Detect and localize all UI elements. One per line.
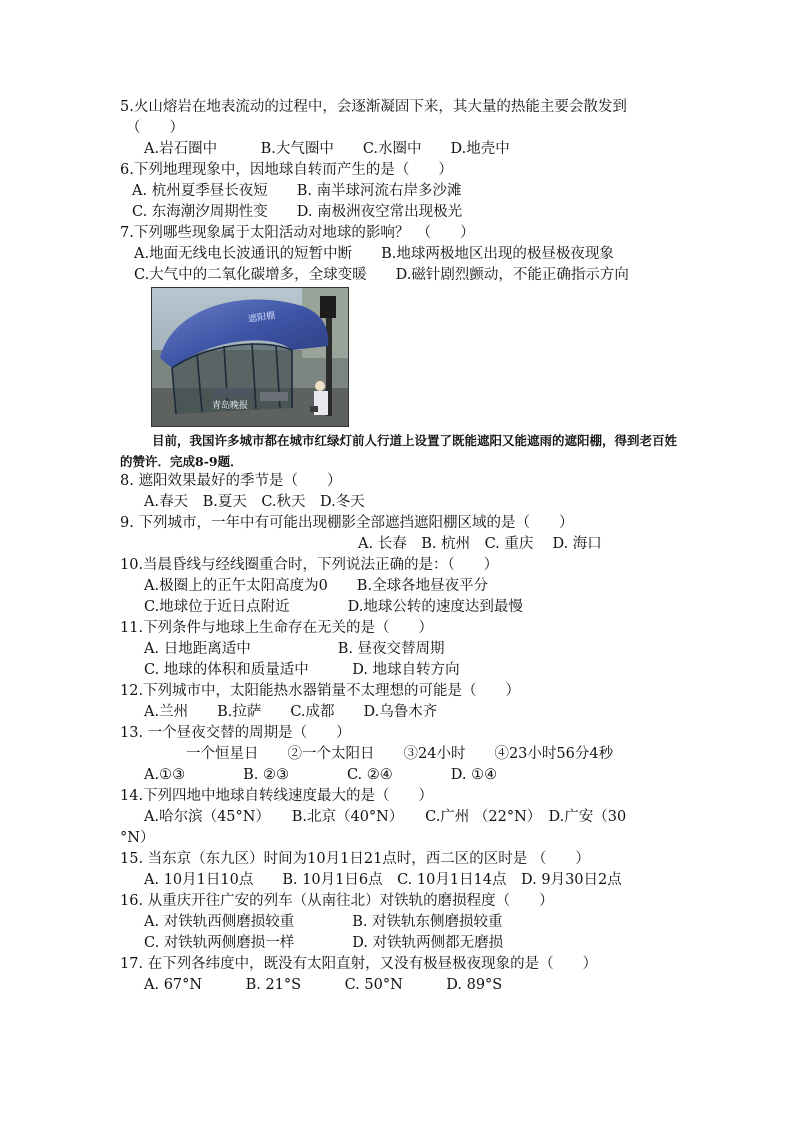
q14-options-wrap: °N） [120,830,155,846]
q6-stem: 6.下列地理现象中，因地球自转而产生的是（ ） [120,162,453,178]
q5-stem: 5.火山熔岩在地表流动的过程中，会逐渐凝固下来，其大量的热能主要会散发到 [120,99,627,115]
q11-options-ab: A. 日地距离适中 B. 昼夜交替周期 [144,641,445,657]
q11-stem: 11.下列条件与地球上生命存在无关的是（ ） [120,620,434,636]
q14-options: A.哈尔滨（45°N） B.北京（40°N） C.广州 （22°N） D.广安（30 [144,809,627,825]
q10-options-ab: A.极圈上的正午太阳高度为0 B.全球各地昼夜平分 [144,578,489,594]
q16-stem: 16. 从重庆开往广安的列车（从南往北）对铁轨的磨损程度（ ） [120,893,554,909]
q6-options-cd: C. 东海潮汐周期性变 D. 南极洲夜空常出现极光 [132,204,463,220]
q16-options-cd: C. 对铁轨两侧磨损一样 D. 对铁轨两侧都无磨损 [144,935,504,951]
q15-options: A. 10月1日10点 B. 10月1日6点 C. 10月1日14点 D. 9月30日2点 [144,872,622,888]
q8-stem: 8. 遮阳效果最好的季节是（ ） [120,473,342,489]
canopy-text: 遮阳棚 [247,311,276,325]
q16-options-ab: A. 对铁轨西侧磨损较重 B. 对铁轨东侧磨损较重 [144,914,503,930]
q10-options-cd: C.地球位于近日点附近 D.地球公转的速度达到最慢 [144,599,523,615]
q6-options-ab: A. 杭州夏季昼长夜短 B. 南半球河流右岸多沙滩 [132,183,462,199]
q5-bracket: （ ） [126,120,184,136]
q10-stem: 10.当晨昏线与经线圈重合时，下列说法正确的是：（ ） [120,557,499,573]
figure-caption: 目前，我国许多城市都在城市红绿灯前人行道上设置了既能遮阳又能遮雨的遮阳棚，得到老百姓的赞许．完成8-9题． [120,433,678,469]
q13-choices: 一个恒星日 ②一个太阳日 ③24小时 ④23小时56分4秒 [186,746,614,762]
q14-stem: 14.下列四地中地球自转线速度最大的是（ ） [120,788,434,804]
q9-stem: 9. 下列城市，一年中有可能出现棚影全部遮挡遮阳棚区域的是（ ） [120,515,574,531]
sunshade-photo-illustration [152,288,349,427]
q12-stem: 12.下列城市中，太阳能热水器销量不太理想的可能是（ ） [120,683,521,699]
q11-options-cd: C. 地球的体积和质量适中 D. 地球自转方向 [144,662,460,678]
photo-watermark: 青岛晚报 [212,401,249,411]
q9-options: A. 长春 B. 杭州 C. 重庆 D. 海口 [358,536,602,552]
q8-options: A.春天 B.夏天 C.秋天 D.冬天 [144,494,365,510]
q15-stem: 15. 当东京（东九区）时间为10月1日21点时，西二区的区时是 （ ） [120,851,590,867]
q13-options: A.①③ B. ②③ C. ②④ D. ①④ [144,767,498,783]
q7-stem: 7.下列哪些现象属于太阳活动对地球的影响？ （ ） [120,225,475,241]
q13-stem: 13. 一个昼夜交替的周期是（ ） [120,725,351,741]
sunshade-photo [151,287,349,427]
q7-options-ab: A.地面无线电长波通讯的短暂中断 B.地球两极地区出现的极昼极夜现象 [134,246,614,262]
q17-options: A. 67°N B. 21°S C. 50°N D. 89°S [144,977,503,993]
q5-options: A.岩石圈中 B.大气圈中 C.水圈中 D.地壳中 [144,141,510,157]
q12-options: A.兰州 B.拉萨 C.成都 D.乌鲁木齐 [144,704,438,720]
q17-stem: 17. 在下列各纬度中，既没有太阳直射，又没有极昼极夜现象的是（ ） [120,956,598,972]
q7-options-cd: C.大气中的二氧化碳增多，全球变暖 D.磁针剧烈颤动，不能正确指示方向 [134,267,629,283]
